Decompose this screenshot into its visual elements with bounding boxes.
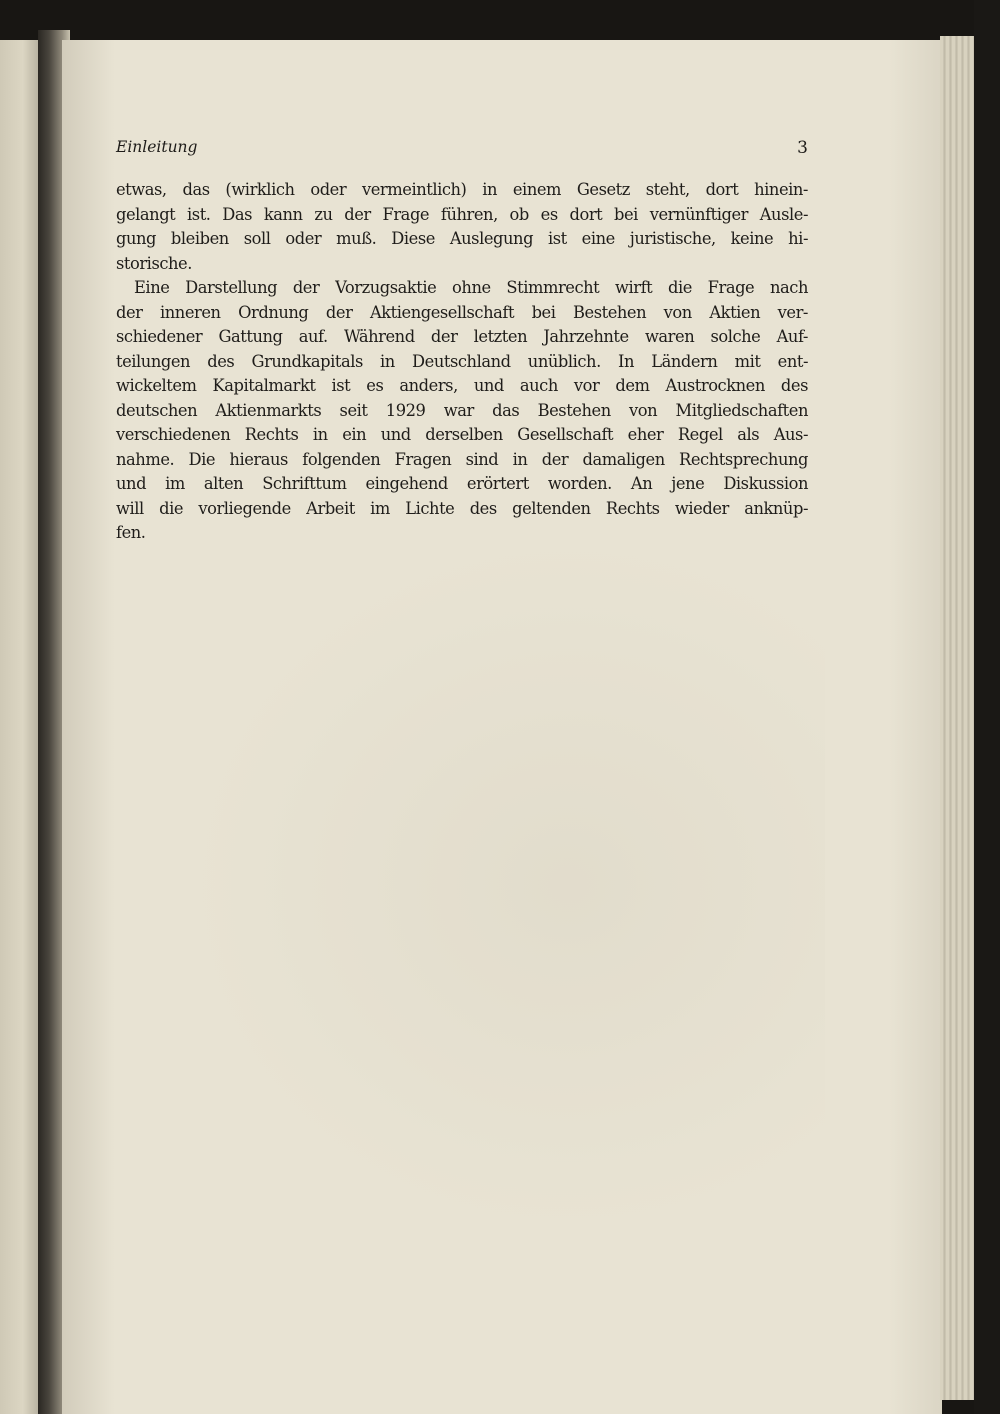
background-edge	[974, 0, 1000, 1414]
running-title: Einleitung	[116, 138, 198, 156]
text-line: verschiedenen Rechts in ein und derselben Gesellschaft eher Regel als Aus-	[116, 425, 808, 444]
text-line: deutschen Aktienmarkts seit 1929 war das Bestehen von Mitgliedschaften	[116, 400, 808, 420]
text-line: nahme. Die hieraus folgenden Fragen sind in der damaligen Rechtsprechung	[116, 449, 808, 469]
paragraph-2	[116, 276, 808, 546]
text-line: storische.	[116, 253, 192, 273]
left-page-edge	[0, 40, 38, 1414]
running-header	[116, 138, 808, 162]
paragraph-1	[116, 178, 808, 276]
text-line: schiedener Gattung auf. Während der letzten Jahrzehnte waren solche Auf-	[116, 327, 808, 346]
page-number: 3	[797, 138, 808, 158]
text-line: fen.	[116, 523, 146, 542]
page-edge-stack	[940, 36, 974, 1400]
text-line: der inneren Ordnung der Aktiengesellschaft bei Bestehen von Aktien ver-	[116, 302, 808, 322]
text-line: will die vorliegende Arbeit im Lichte des geltenden Rechts wieder anknüp-	[116, 498, 808, 518]
text-line: Eine Darstellung der Vorzugsaktie ohne Stimmrecht wirft die Frage nach	[134, 278, 808, 297]
text-line: gelangt ist. Das kann zu der Frage führen, ob es dort bei vernünftiger Ausle-	[116, 204, 808, 224]
text-line: wickeltem Kapitalmarkt ist es anders, und auch vor dem Austrocknen des	[116, 376, 808, 395]
show-through-shadow	[185, 535, 825, 1235]
text-line: gung bleiben soll oder muß. Diese Auslegung ist eine juristische, keine hi-	[116, 229, 808, 248]
body-text	[116, 178, 808, 546]
text-line: und im alten Schrifttum eingehend erörtert worden. An jene Diskussion	[116, 474, 808, 493]
text-line: etwas, das (wirklich oder vermeintlich) in einem Gesetz steht, dort hinein-	[116, 180, 808, 199]
text-line: teilungen des Grundkapitals in Deutschland unüblich. In Ländern mit ent-	[116, 351, 808, 371]
